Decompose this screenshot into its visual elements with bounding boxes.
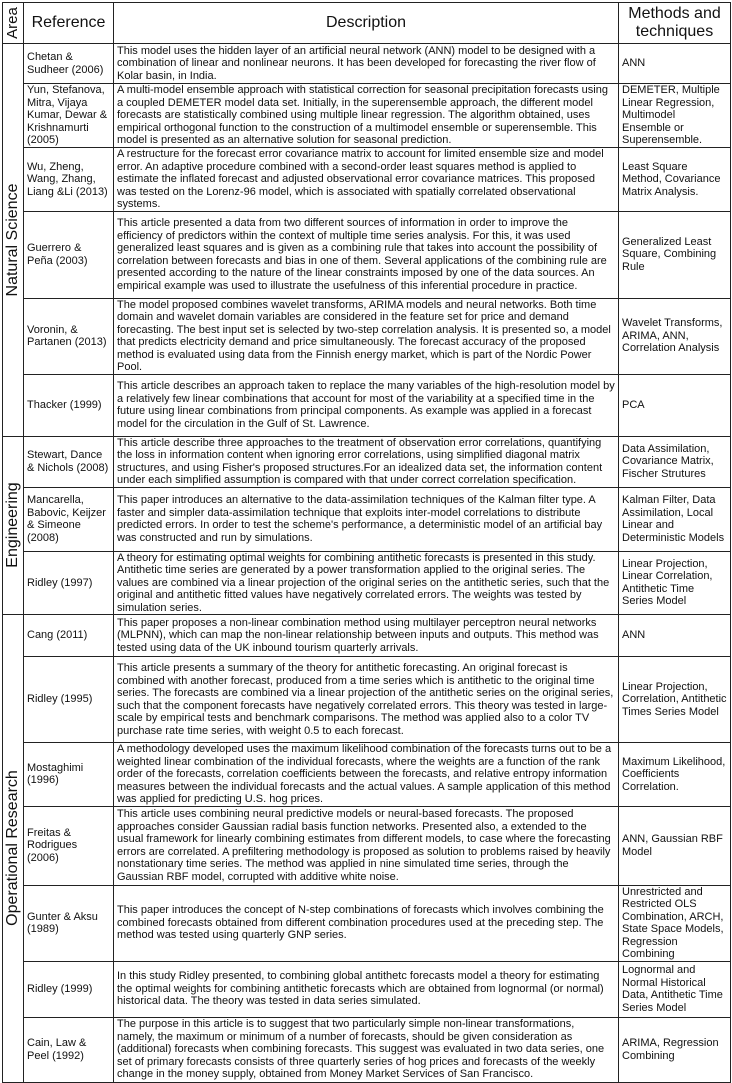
table-row	[3, 436, 731, 487]
reference-cell: Yun, Stefanova, Mitra, Vijaya Kumar, Dewar & Krishnamurti (2005)	[24, 84, 114, 148]
table-row	[3, 615, 731, 657]
table-row	[3, 657, 731, 743]
area-label: Operational Research	[4, 770, 21, 927]
area-cell	[3, 44, 24, 437]
table-row	[3, 743, 731, 807]
area-label: Engineering	[4, 482, 21, 568]
description-cell: The model proposed combines wavelet transforms, ARIMA models and neural networks. Both time domain and wavelet domain variables are considered in the feature set for price and demand forecasting. The best input set is selected by two-step correlation analysis. It is presented so, a model that predicts electricity demand and price simultaneously. The forecast accuracy of the proposed method is evaluated using data from the Finnish energy market, which is part of the Nordic Power Pool.	[114, 298, 619, 374]
description-cell: This paper introduces the concept of N-step combinations of forecasts which involves combining the combined forecasts obtained from different combination procedures used at the preceding step. The method was tested using quarterly GNP series.	[114, 885, 619, 961]
area-header-label: Area	[4, 7, 21, 39]
methods-cell: Kalman Filter, Data Assimilation, Local Linear and Deterministic Models	[619, 487, 731, 551]
table-row	[3, 211, 731, 298]
description-cell: This paper introduces an alternative to the data-assimilation techniques of the Kalman filter type. A faster and simpler data-assimilation technique that exploits inter-model correlations to distribute predicted errors. In order to test the scheme's performance, a deterministic model of an artificial bay was constructed and run by simulations.	[114, 487, 619, 551]
description-cell: A theory for estimating optimal weights for combining antithetic forecasts is presented in this study. Antithetic time series are generated by a power transformation applied to the original series. The values are combined via a linear projection of the original series on the antithetic series, such that the original and antithetic fitted values have negatively correlated errors. The weights was tested by simulation series.	[114, 551, 619, 615]
table-row	[3, 806, 731, 885]
reference-cell: Cang (2011)	[24, 615, 114, 657]
reference-cell: Ridley (1997)	[24, 551, 114, 615]
reference-cell: Guerrero & Peña (2003)	[24, 211, 114, 298]
reference-cell: Voronin, & Partanen (2013)	[24, 298, 114, 374]
reference-cell: Chetan & Sudheer (2006)	[24, 44, 114, 84]
table-row	[3, 487, 731, 551]
table-row	[3, 84, 731, 148]
reference-cell: Mancarella, Babovic, Keijzer & Simeone (2008)	[24, 487, 114, 551]
area-column-header	[3, 3, 24, 44]
reference-cell: Mostaghimi (1996)	[24, 743, 114, 807]
methods-cell: Unrestricted and Restricted OLS Combination, ARCH, State Space Models, Regression Combining	[619, 885, 731, 961]
table-row	[3, 44, 731, 84]
methods-cell: DEMETER, Multiple Linear Regression, Multimodel Ensemble or Superensemble.	[619, 84, 731, 148]
methods-cell: Wavelet Transforms, ARIMA, ANN, Correlation Analysis	[619, 298, 731, 374]
methods-cell: Data Assimilation, Covariance Matrix, Fischer Strutures	[619, 436, 731, 487]
reference-cell: Gunter & Aksu (1989)	[24, 885, 114, 961]
table-row	[3, 885, 731, 961]
table-row	[3, 148, 731, 212]
methods-cell: ARIMA, Regression Combining	[619, 1017, 731, 1082]
literature-review-table	[2, 2, 731, 1083]
table-row	[3, 374, 731, 436]
description-cell: This article presents a summary of the theory for antithetic forecasting. An original forecast is combined with another forecast, produced from a time series which is antithetic to the original time series. The forecasts are combined via a linear projection of the antithetic series on the original series, such that the component forecasts have negatively correlated errors. This theory was tested in large-scale by empirical tests and benchmark comparisons. The method was applied also to a color TV purchase rate time series, with weight 0.5 to each forecast.	[114, 657, 619, 743]
methods-cell: ANN	[619, 615, 731, 657]
description-cell: This model uses the hidden layer of an artificial neural network (ANN) model to be designed with a combination of linear and nonlinear neurons. It has been developed for forecasting the river flow of Kolar basin, in India.	[114, 44, 619, 84]
table-row	[3, 551, 731, 615]
description-cell: This article uses combining neural predictive models or neural-based forecasts. The proposed approaches consider Gaussian radial basis function networks. Presented also, a extended to the usual framework for linearly combining estimates from different models, to case where the forecasting errors are correlated. A prefiltering methodology is proposed as solution to problems raised by heavily nonstationary time series. The method was applied in nine simulated time series, through the Gaussian RBF model, corrupted with additive white noise.	[114, 806, 619, 885]
table-body	[3, 44, 731, 1083]
description-cell: This article describe three approaches to the treatment of observation error correlations, quantifying the loss in information content when ignoring error correlations, using simplified diagonal matrix structures, and using Fisher's proposed structures.For an idealized data set, the information content under each simplified assumption is compared with that under correct correlation specification.	[114, 436, 619, 487]
reference-cell: Thacker (1999)	[24, 374, 114, 436]
table-header-row	[3, 3, 731, 44]
methods-cell: Generalized Least Square, Combining Rule	[619, 211, 731, 298]
table-row	[3, 298, 731, 374]
description-column-header: Description	[114, 3, 619, 44]
description-cell: A methodology developed uses the maximum likelihood combination of the forecasts turns out to be a weighted linear combination of the individual forecasts, where the weights are a function of the rank order of the forecasts, correlation coefficients between the forecasts, and relative entropy information measures between the individual forecasts and the actual values. A sample application of this method was applied for predicting U.S. hog prices.	[114, 743, 619, 807]
description-cell: This paper proposes a non-linear combination method using multilayer perceptron neural networks (MLPNN), which can map the non-linear relationship between inputs and outputs. This method was tested using data of the UK inbound tourism quarterly arrivals.	[114, 615, 619, 657]
methods-cell: Linear Projection, Correlation, Antithetic Times Series Model	[619, 657, 731, 743]
methods-column-header: Methods and techniques	[619, 3, 731, 44]
description-cell: The purpose in this article is to suggest that two particularly simple non-linear transformations, namely, the maximum or minimum of a number of forecasts, should be given consideration as (additional) forecasts when combining forecasts. This suggest was evaluated in two data series, one set of primary forecasts consists of three quarterly series of hog prices and forecasts of the weekly change in the money supply, obtained from Money Market Services of San Francisco.	[114, 1017, 619, 1082]
area-cell	[3, 436, 24, 615]
methods-cell: ANN	[619, 44, 731, 84]
description-cell: A multi-model ensemble approach with statistical correction for seasonal precipitation forecasts using a coupled DEMETER model data set. Initially, in the superensemble approach, the different model forecasts are statistically combined using multiple linear regression. The algorithm obtained, uses empirical orthogonal function to the construction of a multimodel ensemble or superensemble. This model is presented as an alternative solution for seasonal prediction.	[114, 84, 619, 148]
area-label: Natural Science	[4, 183, 21, 297]
description-cell: A restructure for the forecast error covariance matrix to account for limited ensemble size and model error. An adaptive procedure combined with a second-order least squares method is applied to estimate the inflated forecast and adjusted observational error covariance matrices. This proposed was tested on the Lorenz-96 model, which is associated with spatially correlated observational systems.	[114, 148, 619, 212]
table-row	[3, 1017, 731, 1082]
reference-cell: Ridley (1995)	[24, 657, 114, 743]
area-cell	[3, 615, 24, 1083]
reference-cell: Ridley (1999)	[24, 961, 114, 1017]
methods-cell: Lognormal and Normal Historical Data, Antithetic Time Series Model	[619, 961, 731, 1017]
reference-cell: Wu, Zheng, Wang, Zhang, Liang &Li (2013)	[24, 148, 114, 212]
methods-cell: ANN, Gaussian RBF Model	[619, 806, 731, 885]
description-cell: In this study Ridley presented, to combining global antithetc forecasts model a theory for estimating the optimal weights for combining antithetic forecasts which are obtained from lognormal (or normal) historical data. The theory was tested in data series simulated.	[114, 961, 619, 1017]
methods-cell: Linear Projection, Linear Correlation, Antithetic Time Series Model	[619, 551, 731, 615]
description-cell: This article describes an approach taken to replace the many variables of the high-resolution model by a relatively few linear combinations that account for most of the variability at a specified time in the future using linear combinations from principal components. As example was applied in a forecast model for the circulation in the Gulf of St. Lawrence.	[114, 374, 619, 436]
reference-cell: Freitas & Rodrigues (2006)	[24, 806, 114, 885]
methods-cell: Maximum Likelihood, Coefficients Correlation.	[619, 743, 731, 807]
methods-cell: Least Square Method, Covariance Matrix Analysis.	[619, 148, 731, 212]
description-cell: This article presented a data from two different sources of information in order to improve the efficiency of predictors within the context of multiple time series analysis. For this, it was used generalized least squares and is given as a combining rule that takes into account the possibility of correlation between forecasts and bias in one of them. Several applications of the combining rule are presented according to the nature of the linear constraints imposed by one of the data sources. An empirical example was used to illustrate the usefulness of this inferential procedure in practice.	[114, 211, 619, 298]
table-row	[3, 961, 731, 1017]
methods-cell: PCA	[619, 374, 731, 436]
reference-cell: Cain, Law & Peel (1992)	[24, 1017, 114, 1082]
reference-cell: Stewart, Dance & Nichols (2008)	[24, 436, 114, 487]
reference-column-header: Reference	[24, 3, 114, 44]
